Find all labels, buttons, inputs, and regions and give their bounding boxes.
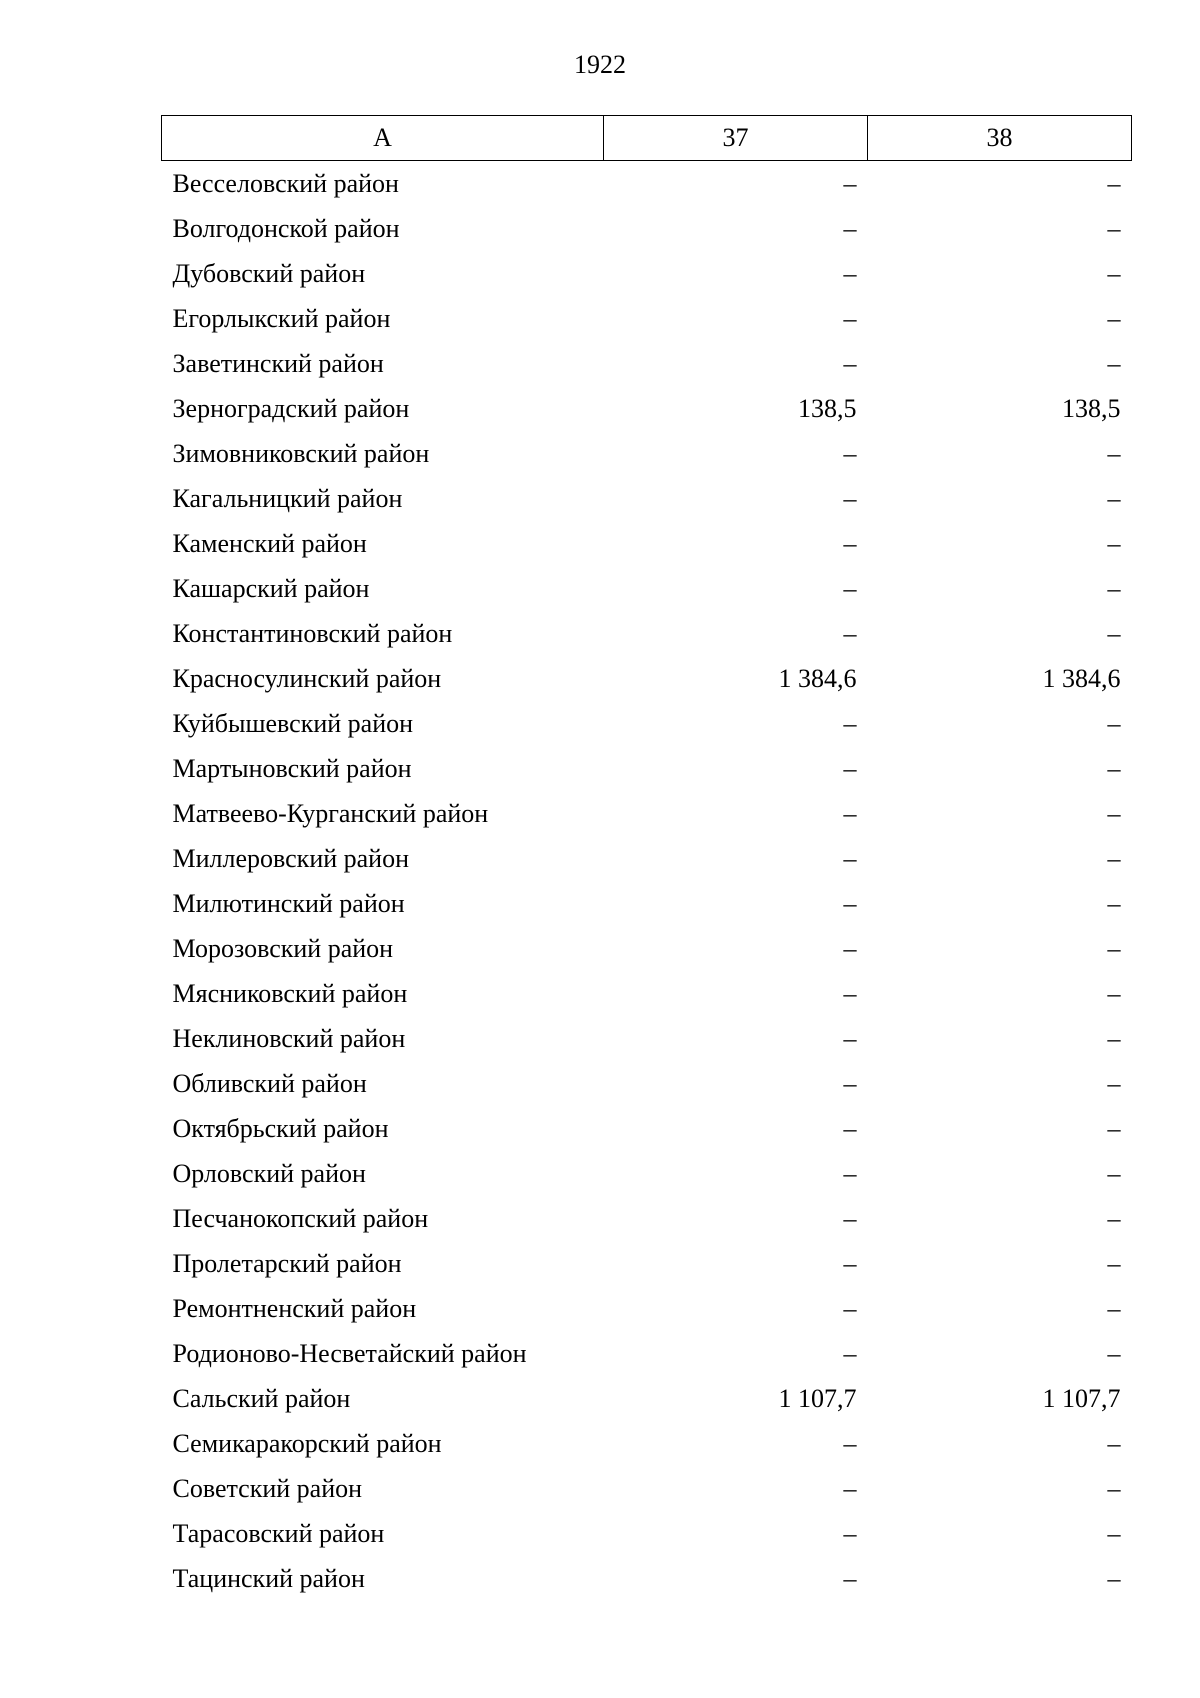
value-column-38: – bbox=[1107, 1338, 1121, 1368]
value-column-37: – bbox=[843, 798, 857, 828]
value-column-38: – bbox=[1107, 888, 1121, 918]
district-name: Морозовский район bbox=[172, 933, 394, 963]
value-column-38: – bbox=[1107, 438, 1121, 468]
value-column-37: – bbox=[843, 1158, 857, 1188]
value-column-38: – bbox=[1107, 483, 1121, 513]
table-row bbox=[162, 251, 1132, 296]
value-column-38: – bbox=[1107, 1248, 1121, 1278]
table-row bbox=[162, 431, 1132, 476]
value-column-37: – bbox=[843, 1563, 857, 1593]
value-column-37: – bbox=[843, 753, 857, 783]
value-column-37: – bbox=[843, 528, 857, 558]
district-name: Милютинский район bbox=[172, 888, 405, 918]
value-column-38: – bbox=[1107, 528, 1121, 558]
value-column-37: 1 107,7 bbox=[778, 1383, 857, 1413]
district-name: Дубовский район bbox=[172, 258, 366, 288]
table-row bbox=[162, 386, 1132, 431]
value-column-38: – bbox=[1107, 258, 1121, 288]
table-row bbox=[162, 1376, 1132, 1421]
value-column-38: 1 107,7 bbox=[1042, 1383, 1121, 1413]
table-row bbox=[162, 746, 1132, 791]
table-row bbox=[162, 1061, 1132, 1106]
district-name: Ремонтненский район bbox=[172, 1293, 417, 1323]
district-table-container bbox=[161, 115, 1131, 1601]
table-row bbox=[162, 611, 1132, 656]
value-column-38: – bbox=[1107, 708, 1121, 738]
district-name: Куйбышевский район bbox=[172, 708, 414, 738]
value-column-37: – bbox=[843, 1473, 857, 1503]
value-column-37: – bbox=[843, 708, 857, 738]
district-table bbox=[161, 115, 1132, 1601]
value-column-37: – bbox=[843, 888, 857, 918]
value-column-38: – bbox=[1107, 1068, 1121, 1098]
table-row bbox=[162, 971, 1132, 1016]
value-column-37: 138,5 bbox=[798, 393, 857, 423]
district-name: Красносулинский район bbox=[172, 663, 442, 693]
value-column-37: – bbox=[843, 1203, 857, 1233]
district-name: Зимовниковский район bbox=[172, 438, 430, 468]
district-name: Кашарский район bbox=[172, 573, 370, 603]
value-column-37: 1 384,6 bbox=[778, 663, 857, 693]
value-column-38: – bbox=[1107, 1293, 1121, 1323]
district-name: Пролетарский район bbox=[172, 1248, 402, 1278]
table-row bbox=[162, 1241, 1132, 1286]
table-row bbox=[162, 1106, 1132, 1151]
table-row bbox=[162, 926, 1132, 971]
value-column-38: – bbox=[1107, 303, 1121, 333]
district-name: Егорлыкский район bbox=[172, 303, 391, 333]
value-column-37: – bbox=[843, 213, 857, 243]
table-row bbox=[162, 1511, 1132, 1556]
table-body bbox=[162, 161, 1132, 1602]
value-column-38: – bbox=[1107, 618, 1121, 648]
table-row bbox=[162, 566, 1132, 611]
table-row bbox=[162, 521, 1132, 566]
table-row bbox=[162, 341, 1132, 386]
value-column-38: – bbox=[1107, 1473, 1121, 1503]
value-column-38: 138,5 bbox=[1062, 393, 1121, 423]
value-column-37: – bbox=[843, 258, 857, 288]
value-column-38: – bbox=[1107, 1023, 1121, 1053]
value-column-37: – bbox=[843, 1293, 857, 1323]
table-row bbox=[162, 836, 1132, 881]
value-column-37: – bbox=[843, 1113, 857, 1143]
district-name: Заветинский район bbox=[172, 348, 384, 378]
value-column-37: – bbox=[843, 1338, 857, 1368]
district-name: Мартыновский район bbox=[172, 753, 412, 783]
value-column-37: – bbox=[843, 843, 857, 873]
value-column-37: – bbox=[843, 168, 857, 198]
district-name: Матвеево-Курганский район bbox=[172, 798, 489, 828]
value-column-38: – bbox=[1107, 798, 1121, 828]
table-row bbox=[162, 881, 1132, 926]
value-column-38: – bbox=[1107, 1428, 1121, 1458]
district-name: Константиновский район bbox=[172, 618, 453, 648]
value-column-38: – bbox=[1107, 1203, 1121, 1233]
table-row bbox=[162, 1151, 1132, 1196]
value-column-37: – bbox=[843, 1248, 857, 1278]
value-column-37: – bbox=[843, 348, 857, 378]
value-column-38: 1 384,6 bbox=[1042, 663, 1121, 693]
table-row bbox=[162, 296, 1132, 341]
table-row bbox=[162, 656, 1132, 701]
value-column-37: – bbox=[843, 438, 857, 468]
value-column-38: – bbox=[1107, 348, 1121, 378]
district-name: Советский район bbox=[172, 1473, 363, 1503]
district-name: Тацинский район bbox=[172, 1563, 365, 1593]
value-column-37: – bbox=[843, 933, 857, 963]
district-name: Неклиновский район bbox=[172, 1023, 406, 1053]
table-row bbox=[162, 206, 1132, 251]
value-column-38: – bbox=[1107, 1158, 1121, 1188]
value-column-37: – bbox=[843, 483, 857, 513]
value-column-37: – bbox=[843, 573, 857, 603]
district-name: Тарасовский район bbox=[172, 1518, 385, 1548]
value-column-37: – bbox=[843, 978, 857, 1008]
district-name: Кагальницкий район bbox=[172, 483, 403, 513]
header-column-37: 37 bbox=[604, 116, 868, 161]
table-row bbox=[162, 1556, 1132, 1601]
value-column-37: – bbox=[843, 1428, 857, 1458]
value-column-38: – bbox=[1107, 168, 1121, 198]
value-column-38: – bbox=[1107, 753, 1121, 783]
table-header bbox=[162, 116, 1132, 161]
value-column-38: – bbox=[1107, 933, 1121, 963]
table-row bbox=[162, 161, 1132, 207]
header-row bbox=[162, 116, 1132, 161]
district-name: Сальский район bbox=[172, 1383, 351, 1413]
value-column-38: – bbox=[1107, 573, 1121, 603]
value-column-37: – bbox=[843, 618, 857, 648]
district-name: Родионово-Несветайский район bbox=[172, 1338, 527, 1368]
header-column-a: А bbox=[162, 116, 604, 161]
table-row bbox=[162, 1196, 1132, 1241]
district-name: Песчанокопский район bbox=[172, 1203, 429, 1233]
value-column-38: – bbox=[1107, 843, 1121, 873]
table-row bbox=[162, 1016, 1132, 1061]
value-column-37: – bbox=[843, 1518, 857, 1548]
table-row bbox=[162, 701, 1132, 746]
table-row bbox=[162, 1331, 1132, 1376]
district-name: Обливский район bbox=[172, 1068, 367, 1098]
table-row bbox=[162, 1421, 1132, 1466]
value-column-38: – bbox=[1107, 978, 1121, 1008]
table-row bbox=[162, 791, 1132, 836]
district-name: Весселовский район bbox=[172, 168, 399, 198]
table-row bbox=[162, 1286, 1132, 1331]
value-column-37: – bbox=[843, 1023, 857, 1053]
district-name: Зерноградский район bbox=[172, 393, 410, 423]
value-column-38: – bbox=[1107, 213, 1121, 243]
district-name: Семикаракорский район bbox=[172, 1428, 442, 1458]
table-row bbox=[162, 476, 1132, 521]
table-row bbox=[162, 1466, 1132, 1511]
district-name: Миллеровский район bbox=[172, 843, 410, 873]
district-name: Октябрьский район bbox=[172, 1113, 389, 1143]
district-name: Мясниковский район bbox=[172, 978, 408, 1008]
district-name: Волгодонской район bbox=[172, 213, 400, 243]
value-column-38: – bbox=[1107, 1113, 1121, 1143]
value-column-38: – bbox=[1107, 1518, 1121, 1548]
header-column-38: 38 bbox=[868, 116, 1132, 161]
district-name: Каменский район bbox=[172, 528, 367, 558]
value-column-37: – bbox=[843, 303, 857, 333]
value-column-38: – bbox=[1107, 1563, 1121, 1593]
value-column-37: – bbox=[843, 1068, 857, 1098]
district-name: Орловский район bbox=[172, 1158, 366, 1188]
page-number: 1922 bbox=[574, 50, 626, 79]
